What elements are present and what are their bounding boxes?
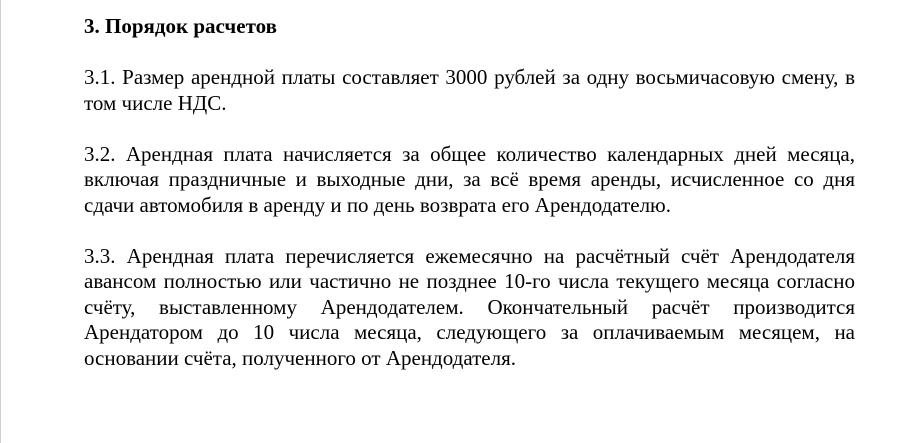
- paragraph-text: Размер арендной платы составляет 3000 рублей за одну восьмичасовую смену, в том числе НДС.: [84, 65, 856, 115]
- section-title: 3. Порядок расчетов: [84, 14, 277, 38]
- document-content: [84, 14, 855, 371]
- paragraph-text: Арендная плата перечисляется ежемесячно на расчётный счёт Арендодателя авансом полностью или частично не позднее 10-го числа текущего месяца согласно счёту, выставленному Арендодателем. Окончательный расчёт производится Арендатором до 10 числа месяца, следующего за оплачиваемым месяцем, на основании счёта, полученного от Арендодателя.: [84, 243, 855, 370]
- paragraph-number: 3.2.: [84, 141, 116, 166]
- paragraph-3-3: [84, 244, 855, 372]
- paragraph-number: 3.3.: [84, 243, 116, 268]
- paragraph-3-2: [84, 142, 855, 219]
- paragraph-3-1: [84, 65, 855, 116]
- paragraph-text: Арендная плата начисляется за общее количество календарных дней месяца, включая праздничные и выходные дни, за всё время аренды, исчисленное со дня сдачи автомобиля в аренду и по день возврата его Арендодателю.: [84, 141, 856, 217]
- paragraph-number: 3.1.: [84, 65, 116, 89]
